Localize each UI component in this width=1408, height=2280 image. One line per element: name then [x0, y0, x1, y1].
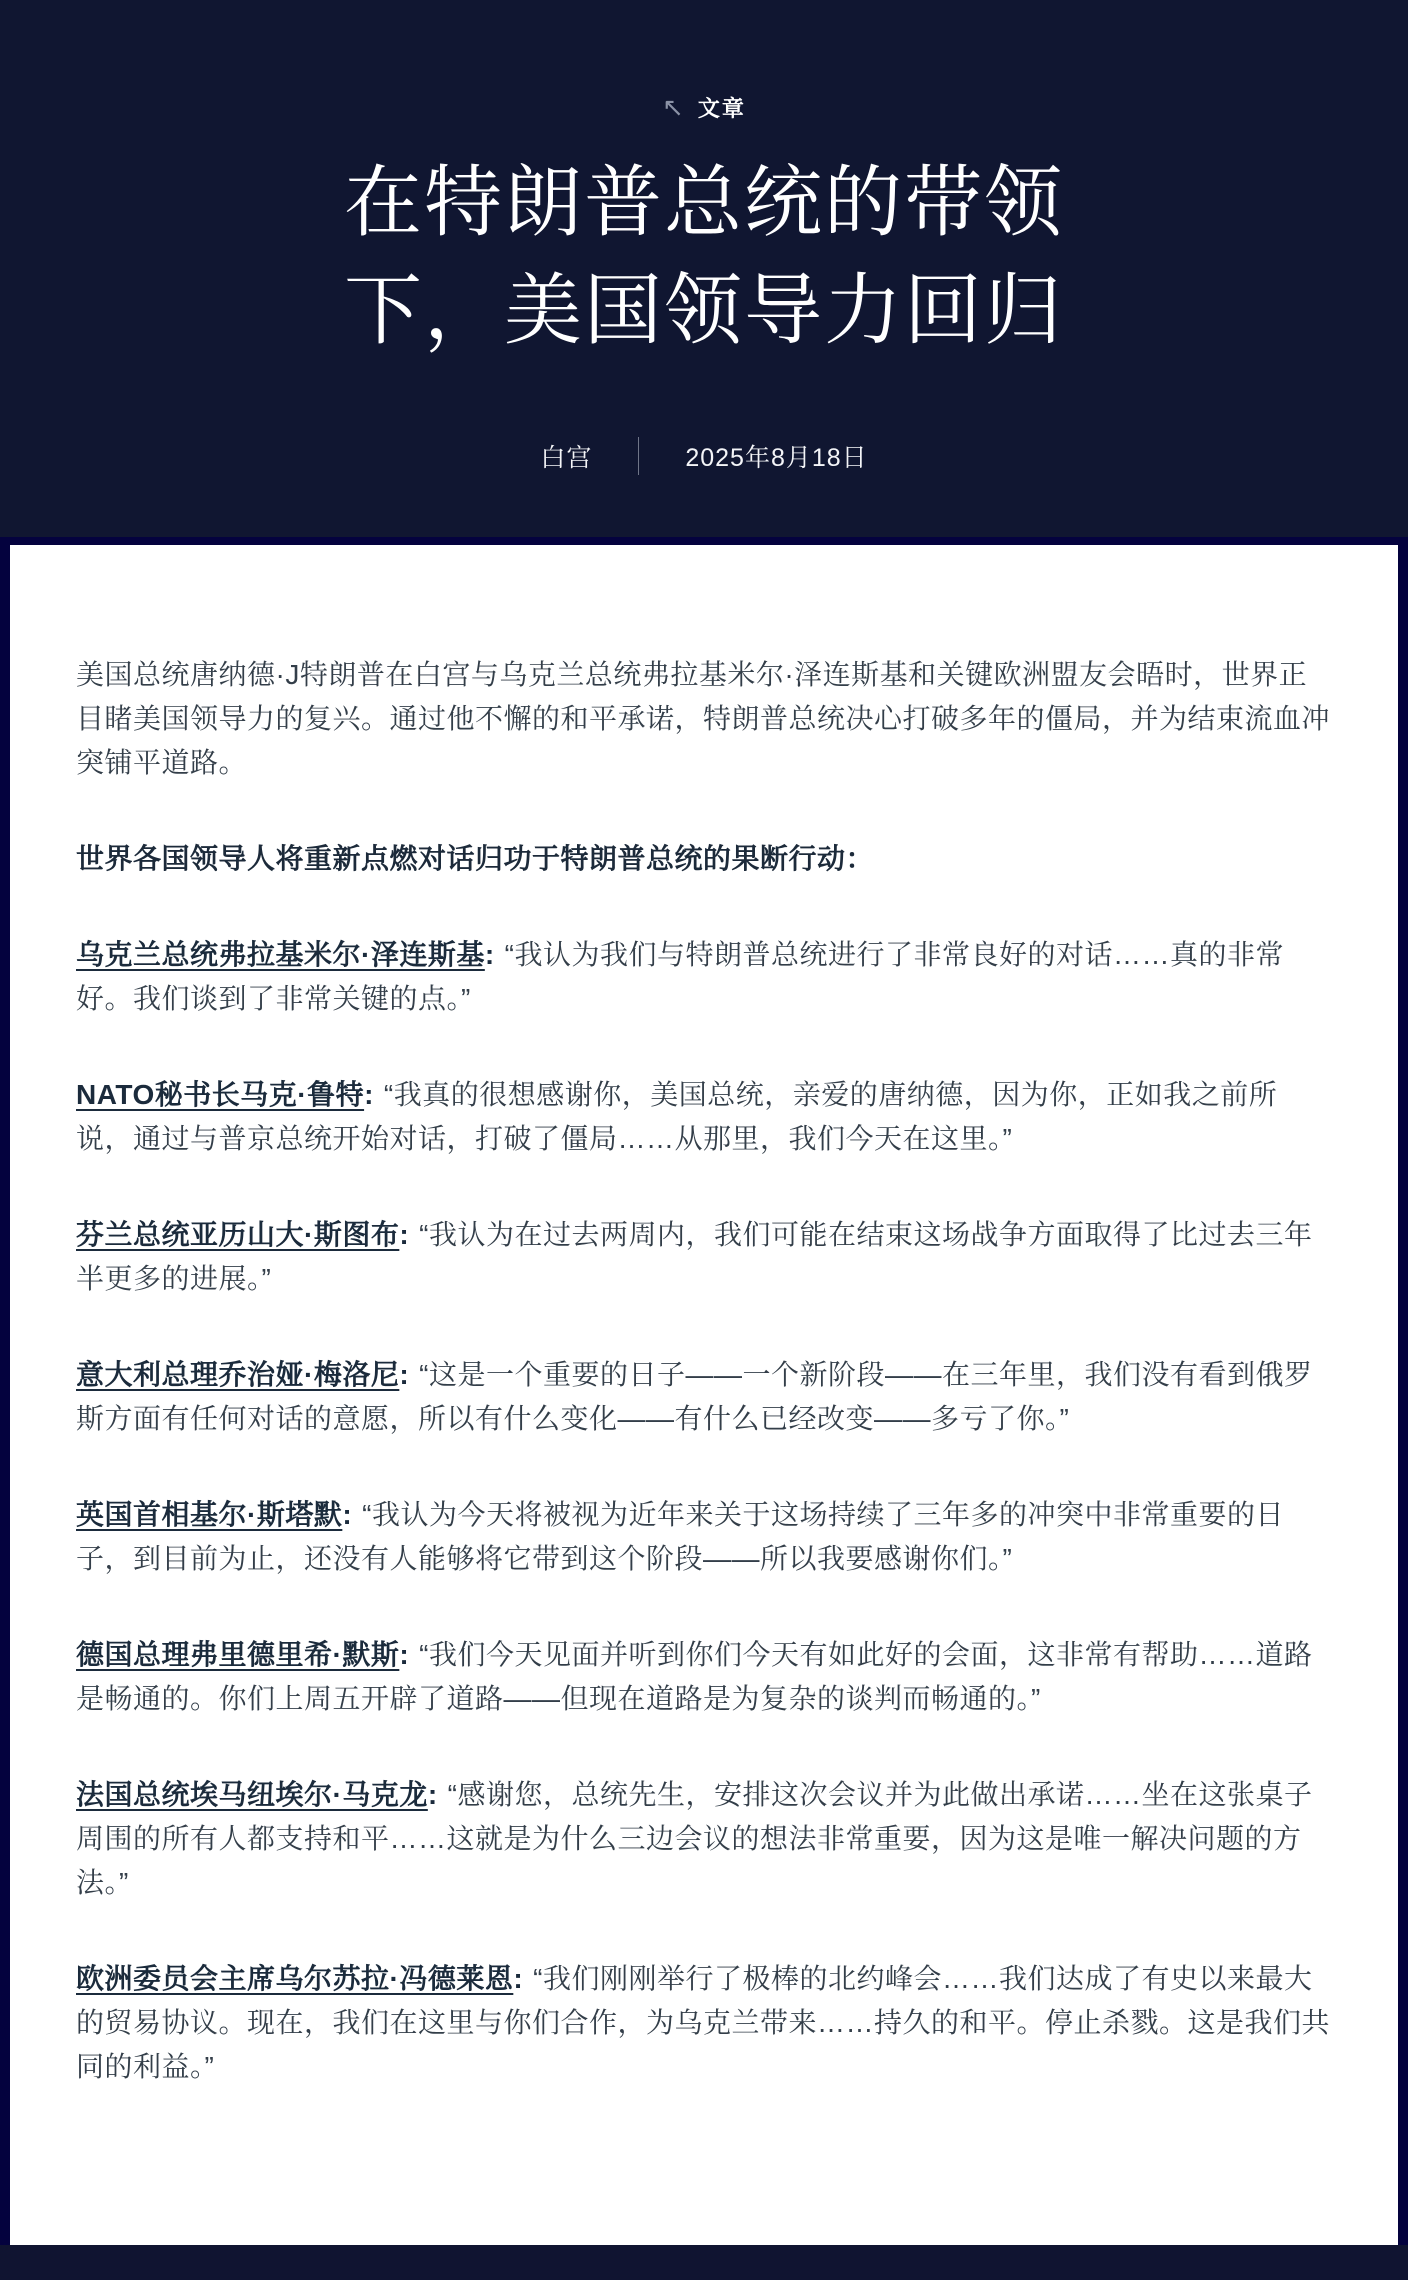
quote-text: “我真的很想感谢你，美国总统，亲爱的唐纳德，因为你，正如我之前所说，通过与普京总统开始对话，打破了僵局……从那里，我们今天在这里。” [76, 1079, 1278, 1154]
leader-name-link[interactable]: NATO秘书长马克·鲁特 [76, 1079, 365, 1110]
leader-name-colon: : [399, 1359, 410, 1390]
leader-name-colon: : [342, 1499, 353, 1530]
page-title-line-1: 在特朗普总统的带领 [343, 159, 1064, 246]
quote-paragraph [76, 1213, 1332, 1301]
quote-paragraph [76, 1633, 1332, 1721]
leader-name-link[interactable]: 欧洲委员会主席乌尔苏拉·冯德莱恩 [76, 1963, 514, 1994]
quote-text: “我们今天见面并听到你们今天有如此好的会面，这非常有帮助……道路是畅通的。你们上周五开辟了道路——但现在道路是为复杂的谈判而畅通的。” [76, 1639, 1313, 1714]
footer-strip [0, 2245, 1408, 2280]
kicker-label: 文章 [697, 96, 746, 121]
quote-paragraph [76, 1353, 1332, 1441]
leader-name-link[interactable]: 乌克兰总统弗拉基米尔·泽连斯基 [76, 939, 485, 970]
quote-paragraph [76, 1493, 1332, 1581]
leader-name-colon: : [513, 1963, 524, 1994]
leader-name-colon: : [427, 1779, 438, 1810]
quote-text: “感谢您，总统先生，安排这次会议并为此做出承诺……坐在这张桌子周围的所有人都支持和平……这就是为什么三边会议的想法非常重要，因为这是唯一解决问题的方法。” [76, 1779, 1313, 1898]
quote-paragraph [76, 1773, 1332, 1905]
page-title [0, 149, 1408, 365]
quote-text: “我认为我们与特朗普总统进行了非常良好的对话……真的非常好。我们谈到了非常关键的点。” [76, 939, 1284, 1014]
page-title-line-2: 下，美国领导力回归 [343, 267, 1064, 354]
leader-name-link[interactable]: 芬兰总统亚历山大·斯图布 [76, 1219, 400, 1250]
quote-paragraph [76, 1957, 1332, 2089]
kicker-link[interactable] [662, 92, 746, 123]
leader-name-colon: : [399, 1219, 410, 1250]
quote-paragraph [76, 933, 1332, 1021]
intro-paragraph: 美国总统唐纳德·J特朗普在白宫与乌克兰总统弗拉基米尔·泽连斯基和关键欧洲盟友会晤时，世界正目睹美国领导力的复兴。通过他不懈的和平承诺，特朗普总统决心打破多年的僵局，并为结束流血冲突铺平道路。 [76, 659, 1331, 778]
article-card [10, 545, 1398, 2245]
lead-heading: 世界各国领导人将重新点燃对话归功于特朗普总统的果断行动： [76, 843, 875, 874]
leader-name-link[interactable]: 意大利总理乔治娅·梅洛尼 [76, 1359, 400, 1390]
quotes-list [76, 933, 1332, 2089]
back-arrow-icon: ↖ [662, 91, 686, 122]
quote-paragraph [76, 1073, 1332, 1161]
quote-text: “我们刚刚举行了极棒的北约峰会……我们达成了有史以来最大的贸易协议。现在，我们在这里与你们合作，为乌克兰带来……持久的和平。停止杀戮。这是我们共同的利益。” [76, 1963, 1331, 2082]
quote-text: “我认为在过去两周内，我们可能在结束这场战争方面取得了比过去三年半更多的进展。” [76, 1219, 1313, 1294]
article-hero [0, 0, 1408, 537]
byline-date: 2025年8月18日 [685, 444, 868, 472]
byline [0, 437, 1408, 475]
leader-name-colon: : [484, 939, 495, 970]
byline-divider [638, 437, 639, 475]
quote-text: “我认为今天将被视为近年来关于这场持续了三年多的冲突中非常重要的日子，到目前为止，还没有人能够将它带到这个阶段——所以我要感谢你们。” [76, 1499, 1284, 1574]
byline-source: 白宫 [540, 444, 593, 472]
leader-name-colon: : [364, 1079, 374, 1110]
leader-name-link[interactable]: 英国首相基尔·斯塔默 [76, 1499, 343, 1530]
leader-name-link[interactable]: 德国总理弗里德里希·默斯 [76, 1639, 400, 1670]
leader-name-colon: : [399, 1639, 410, 1670]
leader-name-link[interactable]: 法国总统埃马纽埃尔·马克龙 [76, 1779, 428, 1810]
quote-text: “这是一个重要的日子——一个新阶段——在三年里，我们没有看到俄罗斯方面有任何对话的意愿，所以有什么变化——有什么已经改变——多亏了你。” [76, 1359, 1313, 1434]
